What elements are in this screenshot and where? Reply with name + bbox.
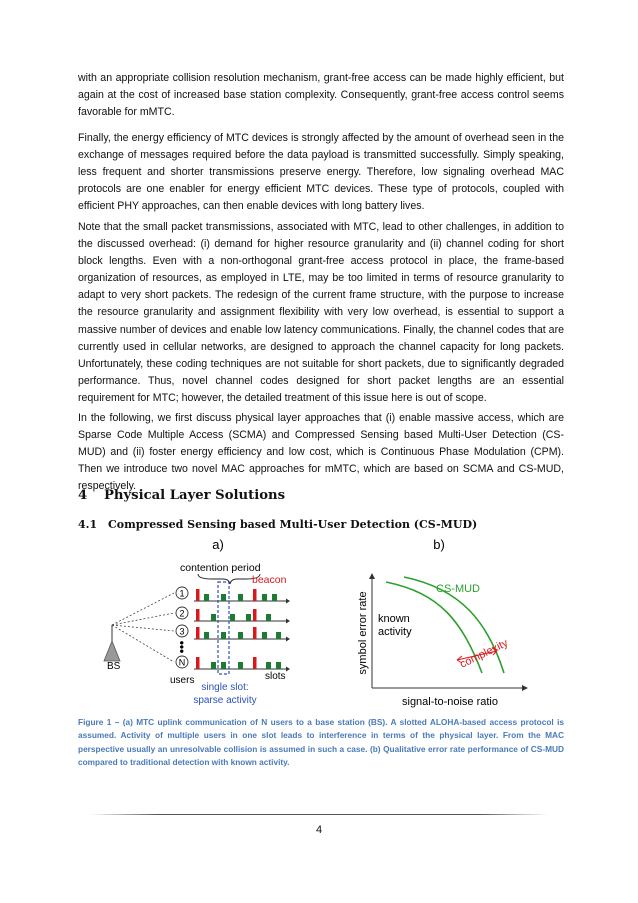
uplink-links — [112, 593, 174, 662]
axis-arrows — [286, 599, 290, 672]
page-number: 4 — [315, 824, 323, 836]
subsection-number: 4.1 — [78, 518, 98, 531]
section-number: 4 — [78, 488, 88, 503]
packet-marks — [204, 594, 281, 669]
subsection-heading — [78, 518, 477, 531]
y-axis-label: symbol error rate — [357, 591, 369, 675]
contention-period-label: contention period — [180, 562, 261, 574]
paragraph-4: In the following, we first discuss physical layer approaches that (i) enable massive access, which are Sparse Code Multiple Access (SCMA) and Compressed Sensing based Multi-User Detection (CS-MUD) and (ii) foster energy efficiency and low cost, which is Continuous Phase Modulation (CPM). Then we introduce two novel MAC approaches for mMTC, which are based on SCMA and CS-MUD, respectively. — [78, 412, 564, 493]
figure-caption: Figure 1 – (a) MTC uplink communication of N users to a base station (BS). A slotted ALOHA-based access protocol is assumed. Activity of multiple users in one slot leads to interference in terms of the physical layer. From the MAC perspective usually an unresolvable collision is assumed in such a case. (b) Qualitative error rate performance of CS-MUD compared to traditional detection with known activity. — [78, 717, 564, 768]
paragraph-3: Note that the small packet transmissions, associated with MTC, lead to other challenges, in addition to the discussed overhead: (i) demand for higher resource granularity and (ii) channel coding for short block lengths. Even with a non-orthogonal grant-free access protocol in place, the frame-based organization of resources, as employed in LTE, may be too limited in terms of resource granularity to adapt to very short packets. The redesign of the current frame structure, with the purpose to increase the resource granularity and assignment flexibility with very low overhead, is essential to support a massive number of devices and enable low latency communications. Finally, the channel codes that are currently used in cellular networks, are designed to approach the channel capacity for long packets. Unfortunately, these coding techniques are not suitable for short packets, due to significantly degraded performance. Thus, novel channel codes designed for short packet lengths are an essential requirement for MTC; however, the detailed treatment of this issue here is out of scope. — [78, 221, 564, 404]
user-label-1: 1 — [179, 588, 185, 599]
bs-label: BS — [107, 661, 121, 672]
users-label: users — [170, 675, 195, 686]
paragraph-2: Finally, the energy efficiency of MTC devices is strongly affected by the amount of overhead seen in the exchange of messages required before the data payload is transmitted successfully. Simply speaking, less frequent and shorter transmissions preserve energy. Therefore, low signaling overhead MAC protocols are one enabler for energy efficient MTC devices. These type of protocols, coupled with efficient PHY approaches, can then enable devices with long battery lives. — [78, 132, 564, 213]
user-label-n: N — [178, 657, 186, 668]
footer-rule — [90, 814, 548, 815]
section-title: Physical Layer Solutions — [104, 488, 286, 503]
panel-a-label: a) — [212, 537, 224, 552]
y-axis-arrow — [369, 573, 375, 579]
sparse-activity-label: sparse activity — [193, 695, 257, 706]
known-label: known — [378, 613, 410, 625]
subsection-title: Compressed Sensing based Multi-User Detection (CS-MUD) — [108, 518, 478, 531]
x-axis-label: signal-to-noise ratio — [402, 696, 498, 708]
activity-label: activity — [378, 626, 412, 638]
figure-1 — [90, 533, 530, 713]
user-nodes — [176, 587, 188, 668]
single-slot-label: single slot: — [201, 682, 249, 693]
bs-antenna-icon — [104, 641, 120, 661]
user-label-3: 3 — [179, 626, 185, 637]
section-heading — [78, 488, 285, 503]
x-axis-arrow — [522, 685, 528, 691]
user-label-2: 2 — [179, 608, 185, 619]
panel-b-label: b) — [433, 537, 445, 552]
cs-mud-label: CS-MUD — [436, 583, 480, 595]
beacon-label: beacon — [252, 574, 287, 586]
slots-label: slots — [265, 671, 286, 682]
user-dots: ••• — [175, 640, 189, 654]
complexity-label: complexity — [458, 637, 511, 671]
paragraph-1: with an appropriate collision resolution mechanism, grant-free access can be made highly efficient, but again at the cost of increased base station complexity. Consequently, grant-free access control seems favorable for mMTC. — [78, 72, 564, 119]
